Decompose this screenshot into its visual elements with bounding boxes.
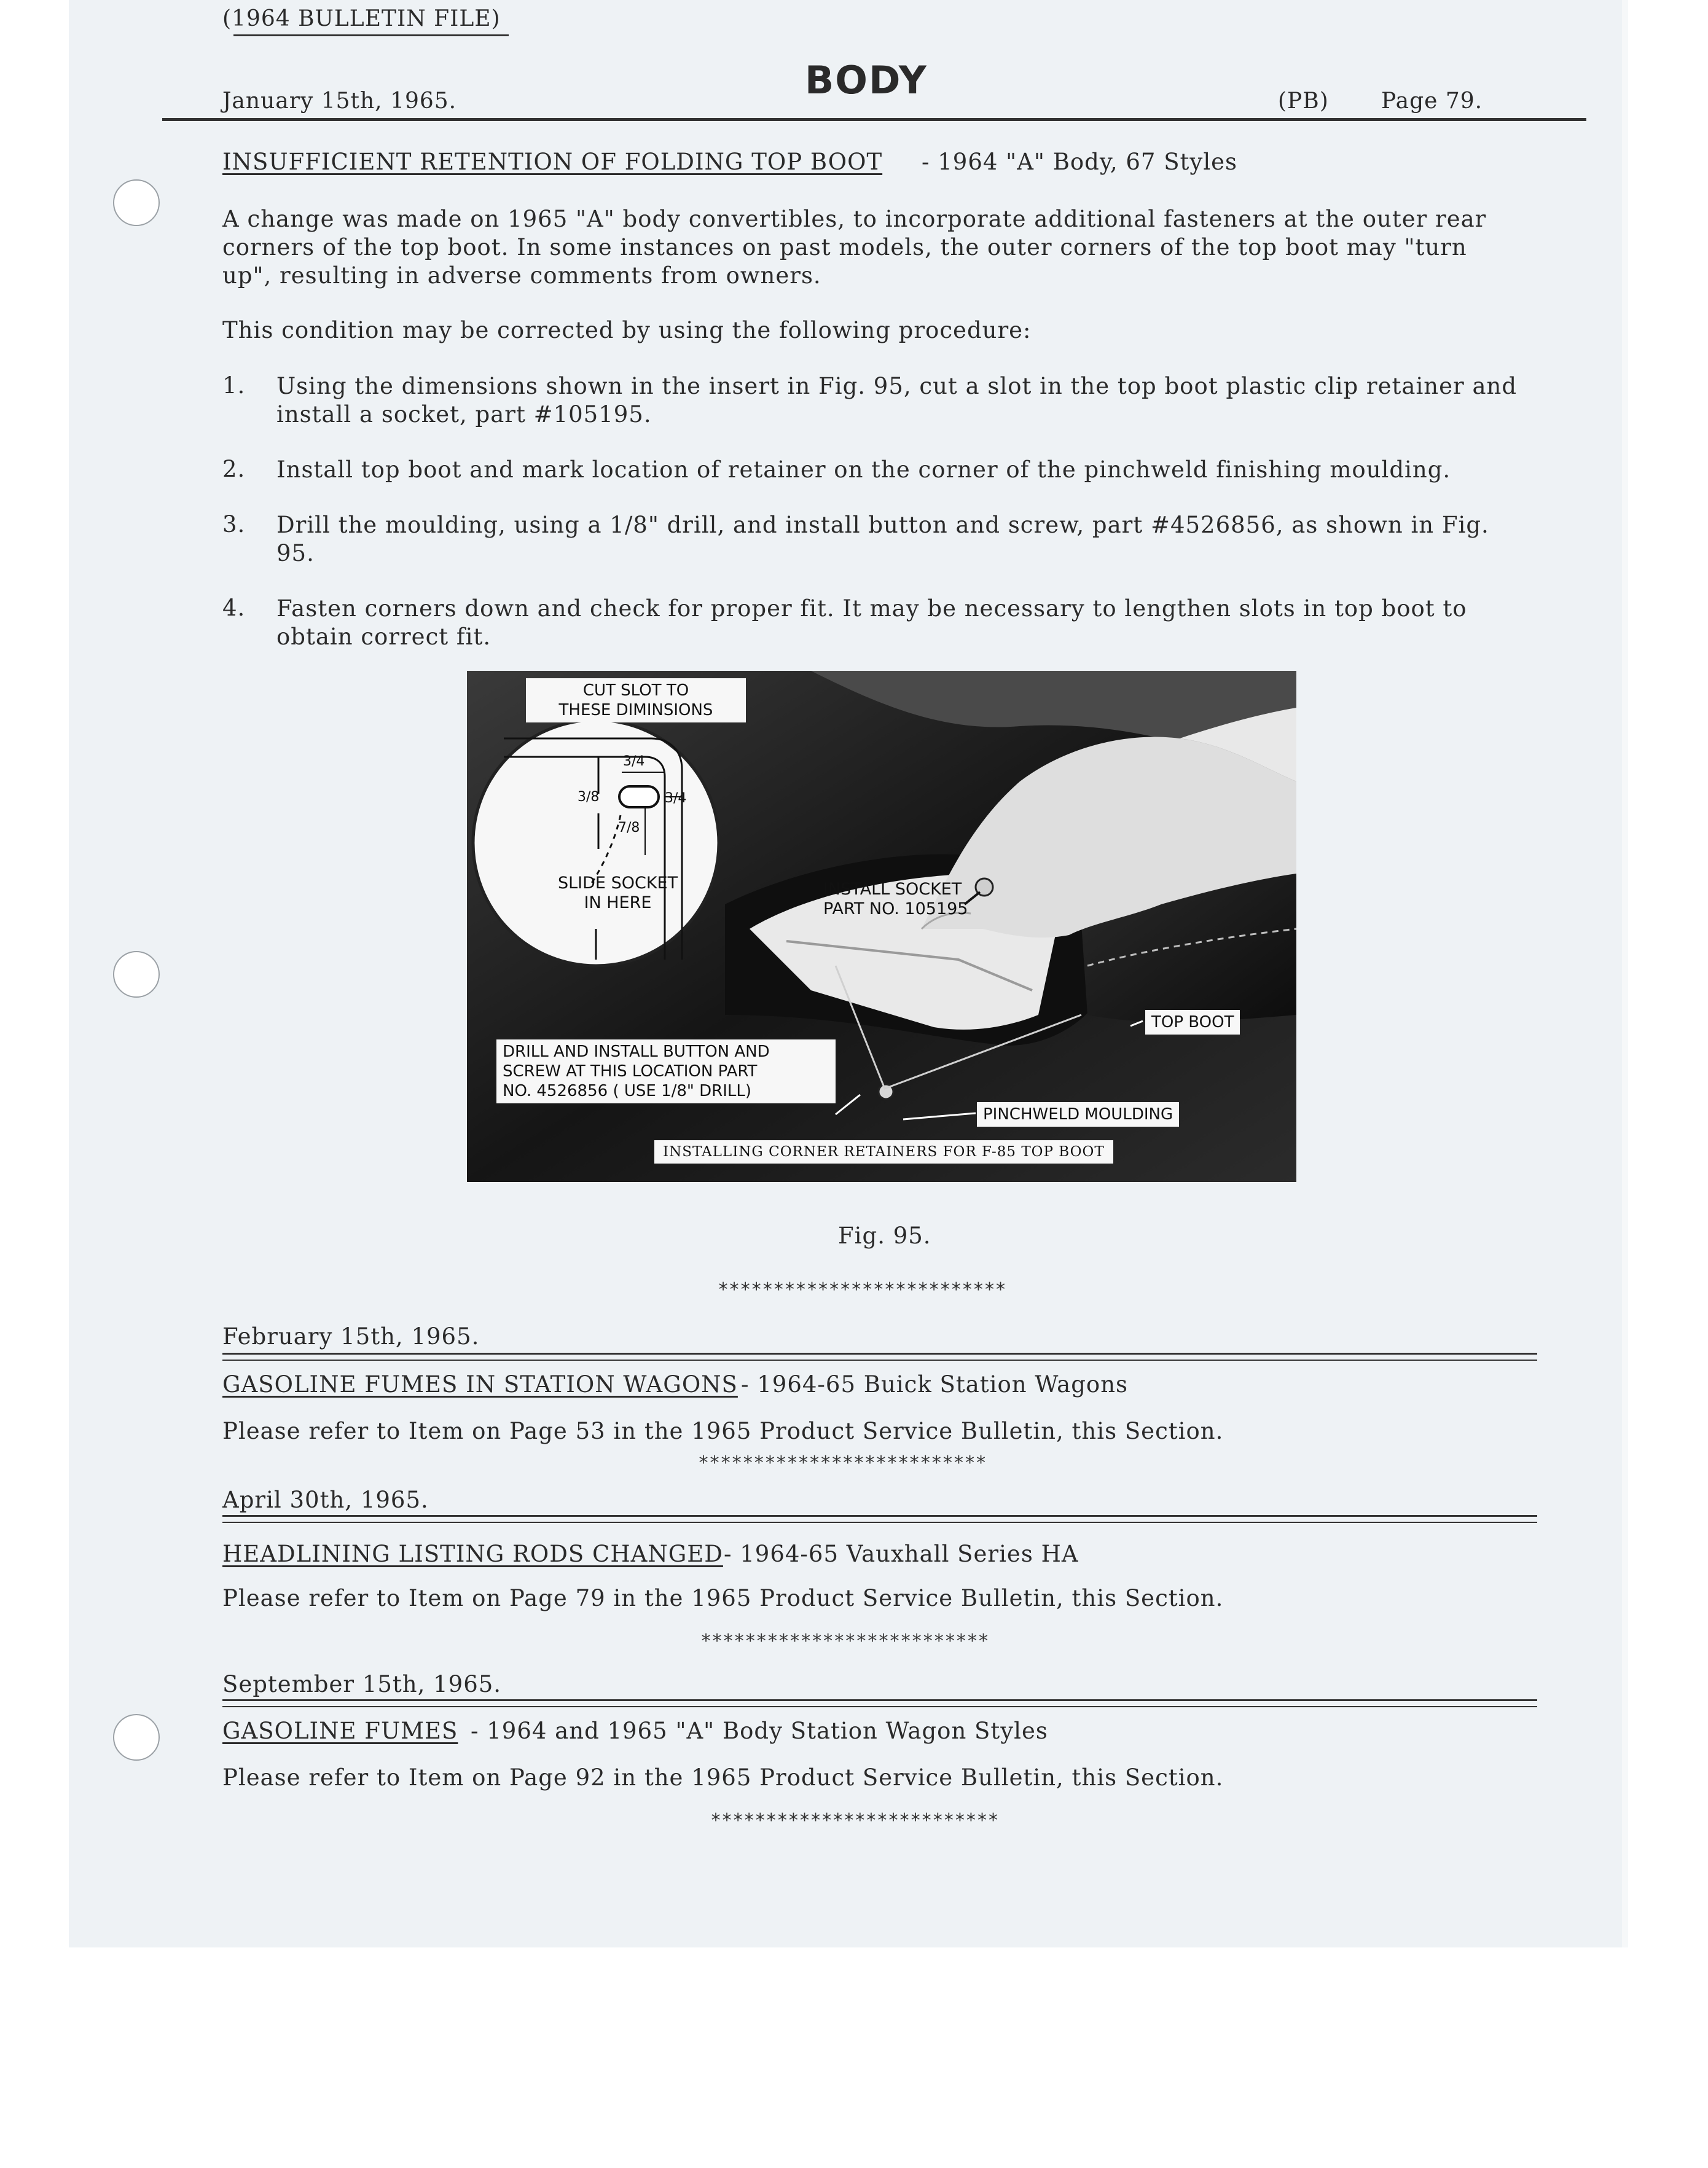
header-rule <box>162 118 1586 121</box>
article2-date: February 15th, 1965. <box>222 1323 480 1350</box>
header-code: (PB) <box>1278 88 1329 114</box>
step-3-text: Drill the moulding, using a 1/8" drill, and install button and screw, part #4526856, as shown in Fig. 95. <box>276 512 1489 566</box>
article3-body: Please refer to Item on Page 79 in the 1965 Product Service Bulletin, this Section. <box>222 1585 1224 1611</box>
step-2-text: Install top boot and mark location of retainer on the corner of the pinchweld finishing moulding. <box>276 456 1451 483</box>
article1-paragraph: A change was made on 1965 "A" body convertibles, to incorporate additional fasteners at the outer rear corners of the top boot. In some instances on past models, the outer corners of the top boot may "turn up", resulting in adverse comments from owners. <box>222 206 1487 289</box>
step-2-number: 2. <box>222 456 246 482</box>
step-4-text: Fasten corners down and check for proper fit. It may be necessary to lengthen slots in top boot to obtain correct fit. <box>276 595 1467 650</box>
article2-date-rule <box>222 1353 1537 1361</box>
label-install-socket: INSTALL SOCKET PART NO. 105195 <box>823 880 968 918</box>
article2-subtitle: - 1964-65 Buick Station Wagons <box>741 1371 1129 1398</box>
binder-hole-middle <box>113 951 160 998</box>
figure-caption: Fig. 95. <box>838 1223 931 1249</box>
label-slide-socket: SLIDE SOCKET IN HERE <box>558 874 678 912</box>
label-drill: DRILL AND INSTALL BUTTON AND SCREW AT THIS LOCATION PART NO. 4526856 ( USE 1/8" DRILL) <box>496 1039 836 1103</box>
article4-subtitle: - 1964 and 1965 "A" Body Station Wagon Styles <box>471 1718 1048 1744</box>
article1-intro: This condition may be corrected by using the following procedure: <box>222 317 1032 343</box>
figure-95-photo <box>467 671 1296 1182</box>
article2-title: GASOLINE FUMES IN STATION WAGONS <box>222 1371 738 1398</box>
article2-body: Please refer to Item on Page 53 in the 1965 Product Service Bulletin, this Section. <box>222 1418 1224 1444</box>
separator-4: ************************** <box>710 1810 999 1831</box>
file-label-underline <box>233 34 509 36</box>
step-1-text: Using the dimensions shown in the insert in Fig. 95, cut a slot in the top boot plastic clip retainer and install a socket, part #105195. <box>276 373 1518 428</box>
article1-title: INSUFFICIENT RETENTION OF FOLDING TOP BOOT <box>222 149 883 175</box>
paper-edge <box>1622 0 1628 1947</box>
article3-date-rule <box>222 1515 1537 1523</box>
separator-3: ************************** <box>700 1630 989 1652</box>
step-1-number: 1. <box>222 372 246 399</box>
separator-1: ************************** <box>718 1279 1006 1301</box>
step-3-number: 3. <box>222 511 246 538</box>
article3-date: April 30th, 1965. <box>222 1487 429 1513</box>
separator-2: ************************** <box>698 1452 987 1474</box>
binder-hole-bottom <box>113 1714 160 1761</box>
file-label: (1964 BULLETIN FILE) <box>222 6 501 31</box>
article4-body: Please refer to Item on Page 92 in the 1965 Product Service Bulletin, this Section. <box>222 1764 1224 1791</box>
step-4-number: 4. <box>222 595 246 621</box>
binder-hole-top <box>113 179 160 226</box>
photo-caption: INSTALLING CORNER RETAINERS FOR F-85 TOP BOOT <box>654 1140 1113 1164</box>
article4-date-rule <box>222 1699 1537 1707</box>
article1-subtitle: - 1964 "A" Body, 67 Styles <box>922 149 1238 175</box>
header-date: January 15th, 1965. <box>222 88 457 114</box>
slot-shape <box>619 786 659 807</box>
article3-subtitle: - 1964-65 Vauxhall Series HA <box>724 1541 1079 1567</box>
article4-title: GASOLINE FUMES <box>222 1718 458 1744</box>
section-title: BODY <box>805 58 928 103</box>
label-top-boot: TOP BOOT <box>1145 1010 1240 1035</box>
article4-date: September 15th, 1965. <box>222 1671 502 1697</box>
dim-right: 3/4 <box>665 791 687 806</box>
dim-bottom: 7/8 <box>618 820 640 836</box>
dim-left: 3/8 <box>578 789 600 805</box>
label-cut-slot: CUT SLOT TO THESE DIMINSIONS <box>526 678 746 722</box>
article3-title: HEADLINING LISTING RODS CHANGED <box>222 1541 723 1567</box>
page-number: Page 79. <box>1381 88 1483 114</box>
dim-top: 3/4 <box>623 754 645 769</box>
label-pinchweld: PINCHWELD MOULDING <box>977 1102 1179 1127</box>
